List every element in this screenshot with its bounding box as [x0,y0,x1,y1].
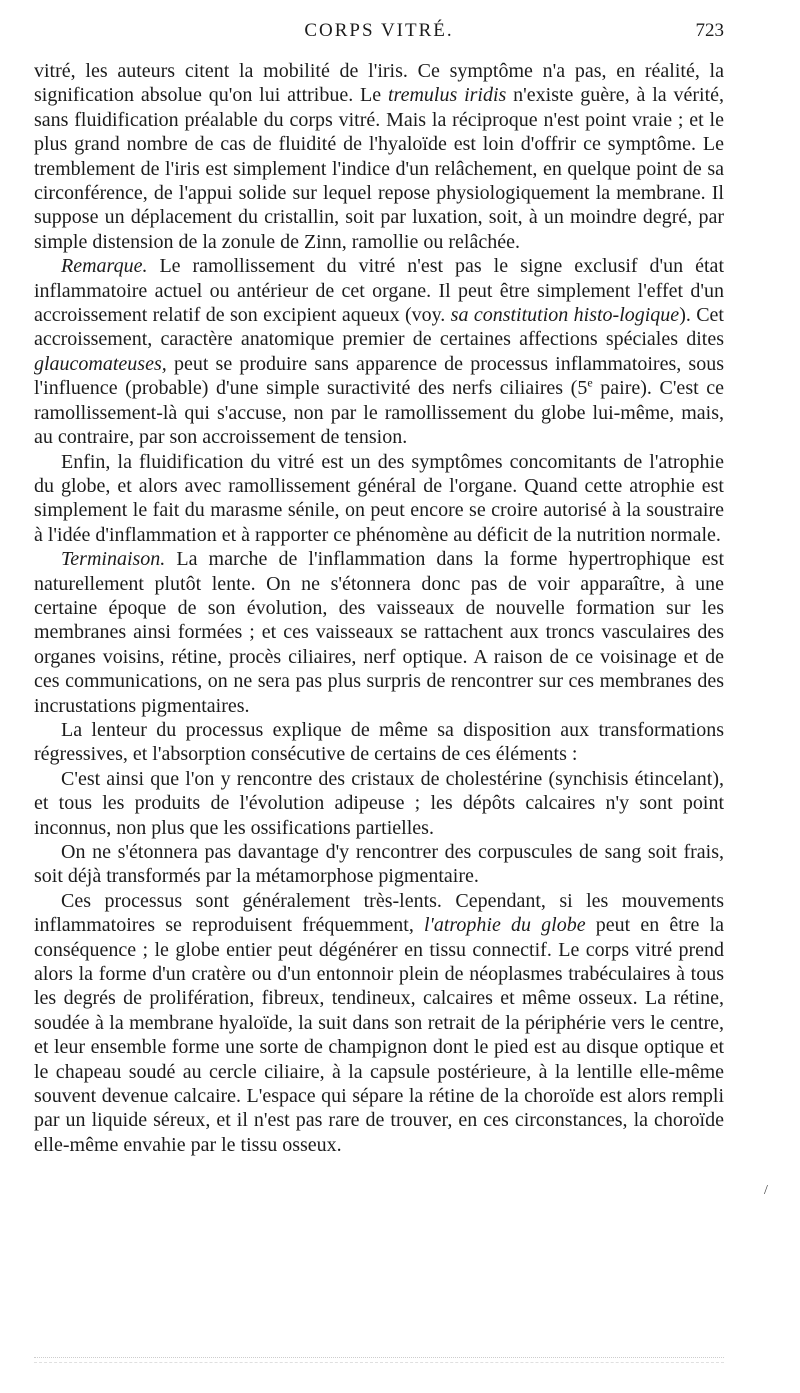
paragraph-enfin: Enfin, la fluidification du vitré est un des symptômes concomitants de l'atrophie du globe, et alors avec ramollissement général de l'organe. Quand cette atrophie est simplement le fait du marasme sénile, on peut encore se croire autorisé à la soustraire à l'idée d'inflammation et à rapporter ce phénomène au déficit de la nutrition normale. [34,450,724,546]
italic-term: tremulus iridis [387,84,507,107]
section-heading-terminaison: Terminaison. [61,548,166,571]
paragraph-corpuscules: On ne s'étonnera pas davantage d'y rencontrer des corpuscules de sang soit frais, soit déjà transformés par la métamorphose pigmentaire. [34,841,724,888]
italic-term: glaucomateuses, [34,352,167,375]
italic-term: sa constitution histo-logique [450,304,680,327]
text-run: La marche de l'inflammation dans la forme hypertrophique est naturellement plutôt lente. On ne s'étonnera donc pas de voir apparaître, à une certaine époque de son évolution, des vaisseaux de nouvelle formation sur les membranes ainsi formées ; et ces vaisseaux se rattachent aux troncs vasculaires des organes voisins, rétine, procès ciliaires, nerf optique. A raison de ce voisinage et de ces communications, on ne sera pas plus surpris de rencontrer sur ces membranes des incrustations pigmentaires. [34,548,724,717]
running-title: CORPS VITRÉ. [304,20,454,41]
italic-term: l'atrophie du globe [423,914,586,937]
paragraph-cholesterine: C'est ainsi que l'on y rencontre des cristaux de cholestérine (synchisis étincelant), et tous les produits de l'évolution adipeuse ; les dépôts calcaires n'y sont point inconnus, non plus que les ossifications partielles. [34,767,724,839]
text-run: paire). C'est ce ramollissement-là qui s'accuse, non par le ramollissement du globe lui-même, mais, au contraire, par son accroissement de tension. [34,377,725,449]
text-run: vitré, les auteurs citent la mobilité de l'iris. Ce symptôme n'a pas, en réalité, la signification absolue qu'on lui attribue. Le [34,60,724,107]
superscript: e [587,375,593,390]
text-run: Ces processus sont généralement très-lents. Cependant, si les mouvements inflammatoires se reproduisent fréquemment, [34,889,724,937]
paragraph-lenteur: La lenteur du processus explique de même sa disposition aux transformations régressives, et l'absorption consécutive de certains de ces éléments : [34,718,724,766]
text-run: n'existe guère, à la vérité, sans fluidification préalable du corps vitré. Mais la réciproque n'est point vraie ; et le plus grand nombre de cas de fluidité de l'hyaloïde est loin d'offrir ce symptôme. Le tremblement de l'iris est simplement l'indice d'un relâchement, en quelque point de sa circonférence, de l'appui solide sur lequel repose physiologiquement la membrane. Il suppose un déplacement du cristallin, soit par luxation, soit, à un moindre degré, par simple distension de la zonule de Zinn, ramollie ou relâchée. [34,84,725,253]
text-run: peut en être la conséquence ; le globe entier peut dégénérer en tissu connectif. Le corps vitré prend alors la forme d'un cratère ou d'un entonnoir plein de néoplasmes trabéculaires à tous les degrés de prolifération, fibreux, tendineux, calcaires et même osseux. La rétine, soudée à la membrane hyaloïde, la suit dans son retrait de la périphérie vers le centre, et leur ensemble forme une sorte de champignon dont le pied est au disque optique et le chapeau soudé au cercle ciliaire, à la capsule postérieure, à la lentille elle-même souvent devenue calcaire. L'espace qui sépare la rétine de la choroïde est alors rempli par un liquide séreux, et il n'est pas rare de trouver, en ces circonstances, la choroïde elle-même envahie par le tissu osseux. [34,914,724,1156]
text-run: ). Cet accroissement, caractère anatomique premier de certaines affections spéciales dites [34,304,724,351]
body-text [34,59,724,1157]
text-run: Le ramollissement du vitré n'est pas le signe exclusif d'un état inflammatoire actuel ou antérieur de cet organe. Il peut être simplement l'effet d'un accroissement relatif de son excipient aqueux (voy. [34,255,724,327]
text-run: peut se produire sans apparence de processus inflammatoires, sous l'influence (probable) d'une simple suractivité des nerfs ciliaires (5 [34,352,724,400]
section-heading-remarque: Remarque. [61,255,148,278]
marginal-mark: / [764,1183,768,1198]
running-head [34,20,724,50]
bottom-rule [34,1357,724,1363]
paragraph-remarque [34,254,724,449]
paragraph-terminaison [34,547,724,718]
paragraph-atrophie [34,889,724,1157]
page-number: 723 [695,20,724,41]
paragraph-iris-mobility [34,59,724,254]
